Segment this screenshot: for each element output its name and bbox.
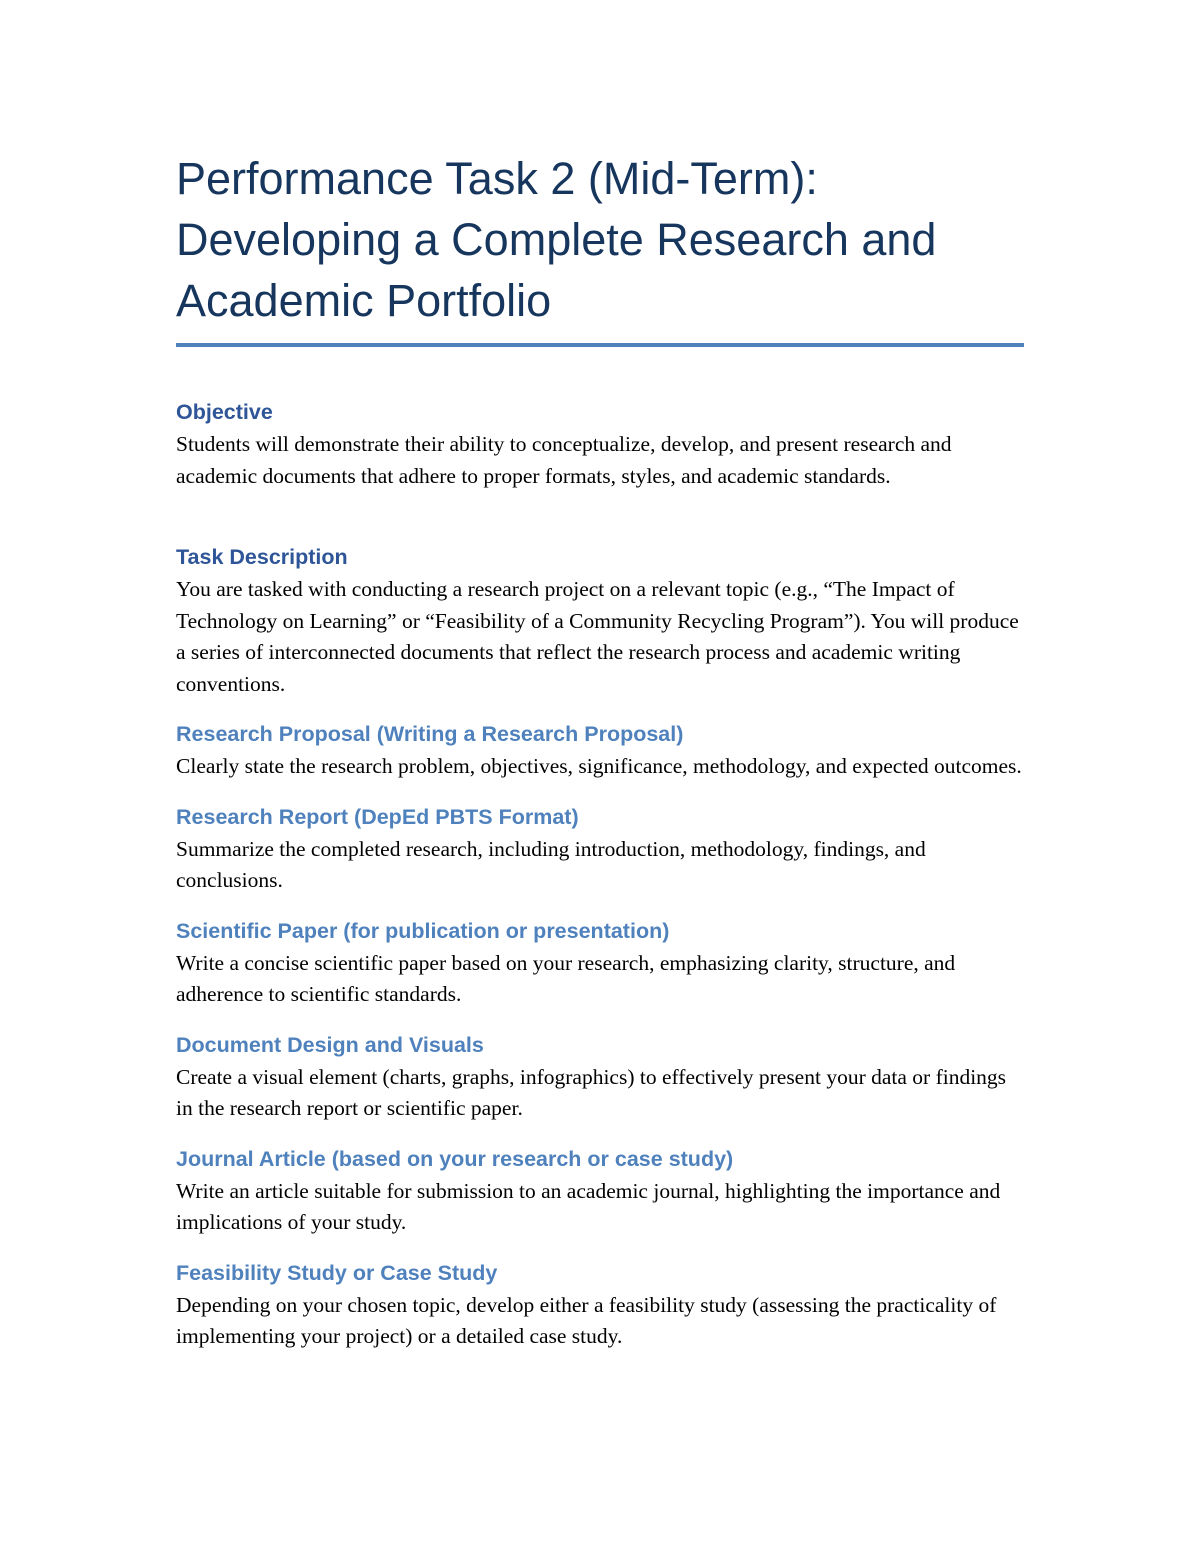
scientific-paper-heading: Scientific Paper (for publication or presentation) bbox=[176, 918, 670, 943]
task-description-heading: Task Description bbox=[176, 545, 348, 569]
feasibility-study-section bbox=[176, 1258, 1024, 1353]
research-proposal-section bbox=[176, 719, 1024, 783]
research-report-section bbox=[176, 802, 1024, 897]
task-description-section bbox=[176, 542, 1024, 700]
objective-text: Students will demonstrate their ability to conceptualize, develop, and present research and academic documents that adhere to proper formats, styles, and academic standards. bbox=[176, 432, 952, 488]
title-underline-rule bbox=[176, 343, 1024, 347]
research-proposal-text: Clearly state the research problem, objectives, significance, methodology, and expected outcomes. bbox=[176, 754, 1022, 778]
research-report-text: Summarize the completed research, including introduction, methodology, findings, and conclusions. bbox=[176, 836, 926, 892]
task-description-text: You are tasked with conducting a research project on a relevant topic (e.g., “The Impact of Technology on Learning” or “Feasibility of a Community Recycling Program”). You will produce a series of interconnected documents that reflect the research process and academic writing conventions. bbox=[176, 577, 1019, 696]
document-design-heading: Document Design and Visuals bbox=[176, 1032, 484, 1057]
title-line-2: Developing a Complete Research and bbox=[176, 214, 937, 265]
title-line-3: Academic Portfolio bbox=[176, 275, 552, 326]
journal-article-heading: Journal Article (based on your research or case study) bbox=[176, 1146, 734, 1171]
research-report-heading: Research Report (DepEd PBTS Format) bbox=[176, 804, 579, 829]
scientific-paper-text: Write a concise scientific paper based on your research, emphasizing clarity, structure, and adherence to scientific standards. bbox=[176, 950, 956, 1006]
feasibility-study-text: Depending on your chosen topic, develop either a feasibility study (assessing the practicality of implementing your project) or a detailed case study. bbox=[176, 1292, 997, 1348]
document-design-section bbox=[176, 1030, 1024, 1125]
document-content bbox=[176, 148, 1024, 1353]
feasibility-study-heading: Feasibility Study or Case Study bbox=[176, 1260, 498, 1285]
research-proposal-heading: Research Proposal (Writing a Research Proposal) bbox=[176, 722, 684, 746]
objective-heading: Objective bbox=[176, 400, 273, 424]
objective-section bbox=[176, 397, 1024, 492]
document-design-text: Create a visual element (charts, graphs, infographics) to effectively present your data or findings in the research report or scientific paper. bbox=[176, 1064, 1007, 1120]
document-title bbox=[176, 148, 1024, 331]
journal-article-section bbox=[176, 1144, 1024, 1239]
scientific-paper-section bbox=[176, 916, 1024, 1011]
title-line-1: Performance Task 2 (Mid-Term): bbox=[176, 153, 818, 204]
journal-article-text: Write an article suitable for submission to an academic journal, highlighting the importance and implications of your study. bbox=[176, 1178, 1001, 1234]
